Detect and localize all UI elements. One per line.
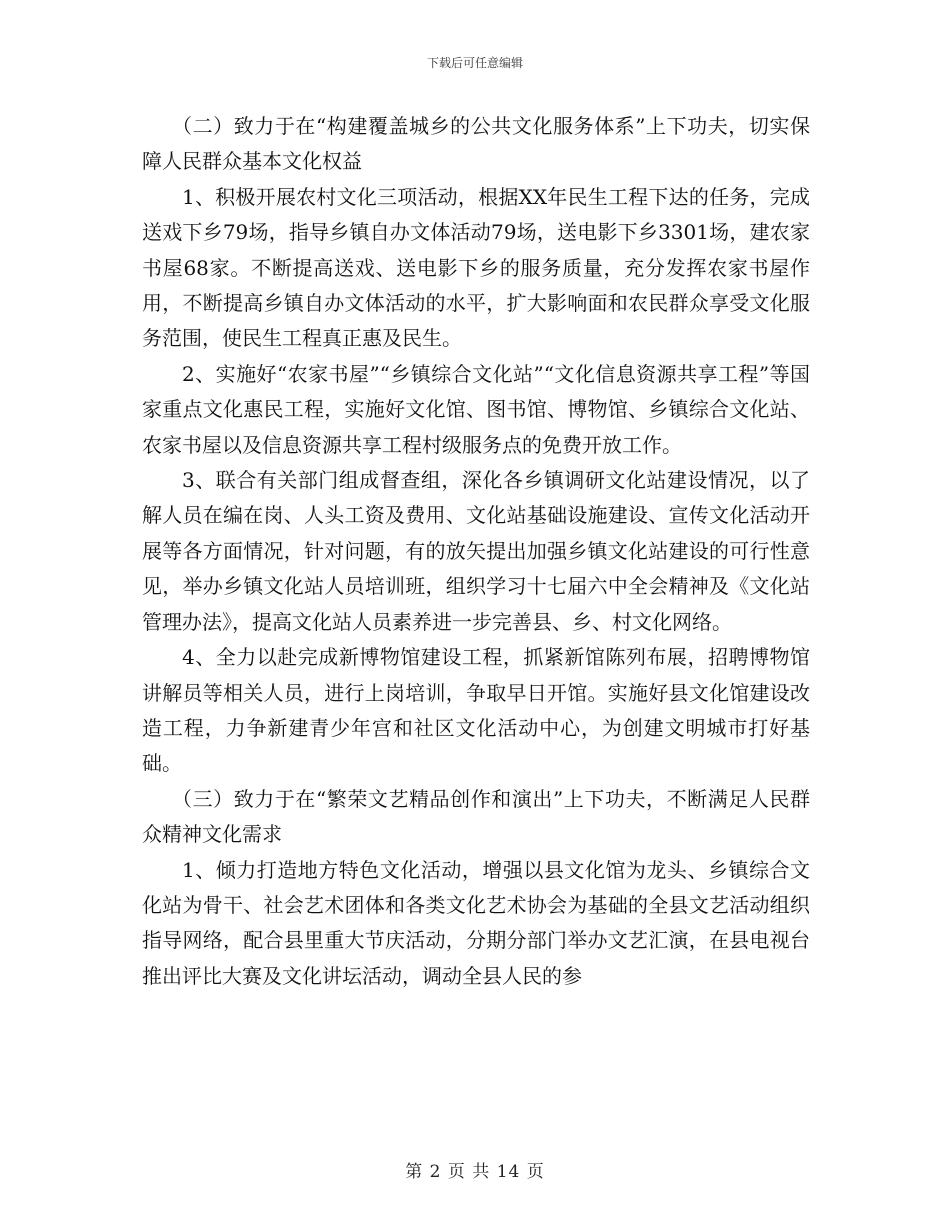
paragraph-item-5: 1、倾力打造地方特色文化活动，增强以县文化馆为龙头、乡镇综合文化站为骨干、社会艺术团体和各类文化艺术协会为基础的全县文艺活动组织指导网络，配合县里重大节庆活动，分期分部门举办文艺汇演，在县电视台推出评比大赛及文化讲坛活动，调动全县人民的参	[142, 857, 810, 988]
document-body	[142, 109, 810, 994]
paragraph-item-1: 1、积极开展农村文化三项活动，根据XX年民生工程下达的任务，完成送戏下乡79场，指导乡镇自办文体活动79场，送电影下乡3301场，建农家书屋68家。不断提高送戏、送电影下乡的服务质量，充分发挥农家书屋作用，不断提高乡镇自办文体活动的水平，扩大影响面和农民群众享受文化服务范围，使民生工程真正惠及民生。	[142, 184, 810, 351]
paragraph-item-2: 2、实施好“农家书屋”“乡镇综合文化站”“文化信息资源共享工程”等国家重点文化惠民工程，实施好文化馆、图书馆、博物馆、乡镇综合文化站、农家书屋以及信息资源共享工程村级服务点的免费开放工作。	[142, 361, 810, 457]
page-header: 下载后可任意编辑	[426, 56, 523, 70]
page-footer: 第 2 页 共 14 页	[405, 1162, 545, 1182]
section-heading-3: （三）致力于在“繁荣文艺精品创作和演出”上下功夫，不断满足人民群众精神文化需求	[142, 786, 810, 847]
paragraph-item-3: 3、联合有关部门组成督查组，深化各乡镇调研文化站建设情况，以了解人员在编在岗、人头工资及费用、文化站基础设施建设、宣传文化活动开展等各方面情况，针对问题，有的放矢提出加强乡镇文化站建设的可行性意见，举办乡镇文化站人员培训班，组织学习十七届六中全会精神及《文化站管理办法》，提高文化站人员素养进一步完善县、乡、村文化网络。	[142, 468, 810, 634]
section-heading-2: （二）致力于在“构建覆盖城乡的公共文化服务体系”上下功夫，切实保障人民群众基本文化权益	[142, 114, 810, 174]
paragraph-item-4: 4、全力以赴完成新博物馆建设工程，抓紧新馆陈列布展，招聘博物馆讲解员等相关人员，进行上岗培训，争取早日开馆。实施好县文化馆建设改造工程，力争新建青少年宫和社区文化活动中心，为创建文明城市打好基础。	[142, 645, 810, 776]
